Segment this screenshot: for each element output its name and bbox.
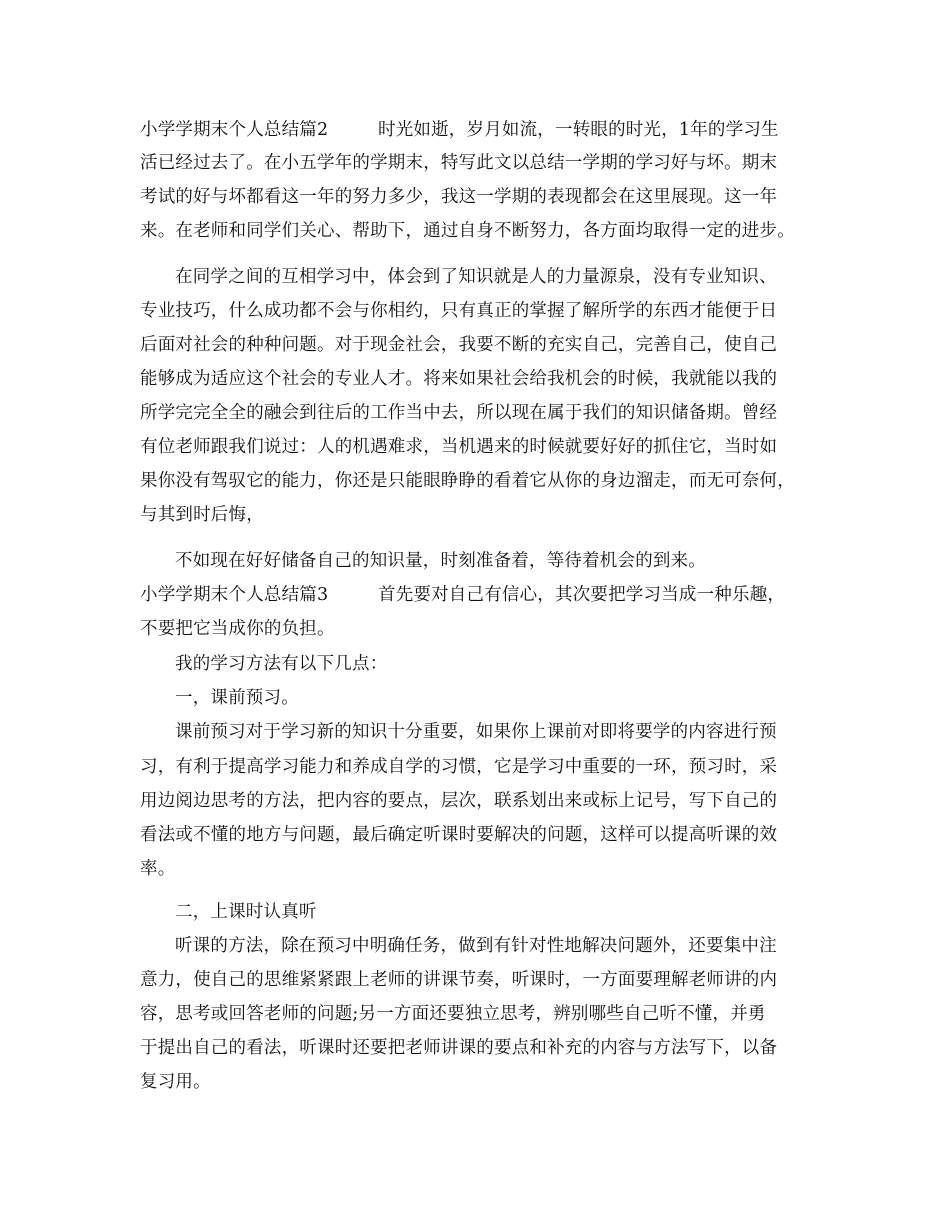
- section-heading: 小学学期末个人总结篇3: [140, 585, 329, 605]
- text-line: [140, 583, 785, 607]
- text-line: 复习用。: [140, 1072, 211, 1092]
- text-run: 首先要对自己有信心，其次要把学习当成一种乐趣，: [378, 585, 786, 605]
- text-line: 课前预习对于学习新的知识十分重要，如果你上课前对即将要学的内容进行预: [175, 722, 777, 742]
- text-run: 时光如逝，岁月如流，一转眼的时光，1年的学习生: [378, 120, 779, 140]
- section-heading: 小学学期末个人总结篇2: [140, 120, 329, 140]
- text-line: 听课的方法，除在预习中明确任务，做到有针对性地解决问题外，还要集中注: [175, 936, 777, 956]
- text-line: 专业技巧，什么成功都不会与你相约，只有真正的掌握了解所学的东西才能便于日: [140, 301, 778, 321]
- text-line: 意力，使自己的思维紧紧跟上老师的讲课节奏，听课时，一方面要理解老师讲的内: [140, 970, 778, 990]
- text-line: 与其到时后悔，: [140, 505, 264, 525]
- text-line: 习，有利于提高学习能力和养成自学的习惯，它是学习中重要的一环，预习时，采: [140, 757, 778, 777]
- text-line: 容，思考或回答老师的问题;另一方面还要独立思考，辨别哪些自己听不懂，并勇: [140, 1004, 766, 1024]
- text-line: 率。: [140, 859, 176, 879]
- text-line: 不如现在好好储备自己的知识量，时刻准备着，等待着机会的到来。: [175, 551, 706, 571]
- text-line: 我的学习方法有以下几点：: [175, 654, 388, 674]
- text-line: 在同学之间的互相学习中，体会到了知识就是人的力量源泉，没有专业知识、: [175, 267, 777, 287]
- subheading: 一，课前预习。: [175, 688, 299, 708]
- text-line: 考试的好与坏都看这一年的努力多少，我这一学期的表现都会在这里展现。这一年: [140, 187, 778, 207]
- text-line: 于提出自己的看法，听课时还要把老师讲课的要点和补充的内容与方法写下，以备: [140, 1038, 778, 1058]
- text-line: 不要把它当成你的负担。: [140, 619, 335, 639]
- text-line: 有位老师跟我们说过：人的机遇难求，当机遇来的时候就要好好的抓住它，当时如: [140, 437, 778, 457]
- subheading: 二，上课时认真听: [175, 902, 317, 922]
- text-line: 能够成为适应这个社会的专业人才。将来如果社会给我机会的时候，我就能以我的: [140, 369, 778, 389]
- text-line: 用边阅边思考的方法，把内容的要点，层次，联系划出来或标上记号，写下自己的: [140, 791, 778, 811]
- text-line: 活已经过去了。在小五学年的学期末，特写此文以总结一学期的学习好与坏。期末: [140, 153, 778, 173]
- text-line: 来。在老师和同学们关心、帮助下，通过自身不断努力，各方面均取得一定的进步。: [140, 221, 795, 241]
- text-line: [140, 118, 779, 142]
- text-line: 果你没有驾驭它的能力，你还是只能眼睁睁的看着它从你的身边溜走，而无可奈何，: [140, 471, 795, 491]
- text-line: 所学完完全全的融会到往后的工作当中去，所以现在属于我们的知识储备期。曾经: [140, 403, 778, 423]
- text-line: 看法或不懂的地方与问题，最后确定听课时要解决的问题，这样可以提高听课的效: [140, 825, 778, 845]
- text-line: 后面对社会的种种问题。对于现金社会，我要不断的充实自己，完善自己，使自己: [140, 335, 778, 355]
